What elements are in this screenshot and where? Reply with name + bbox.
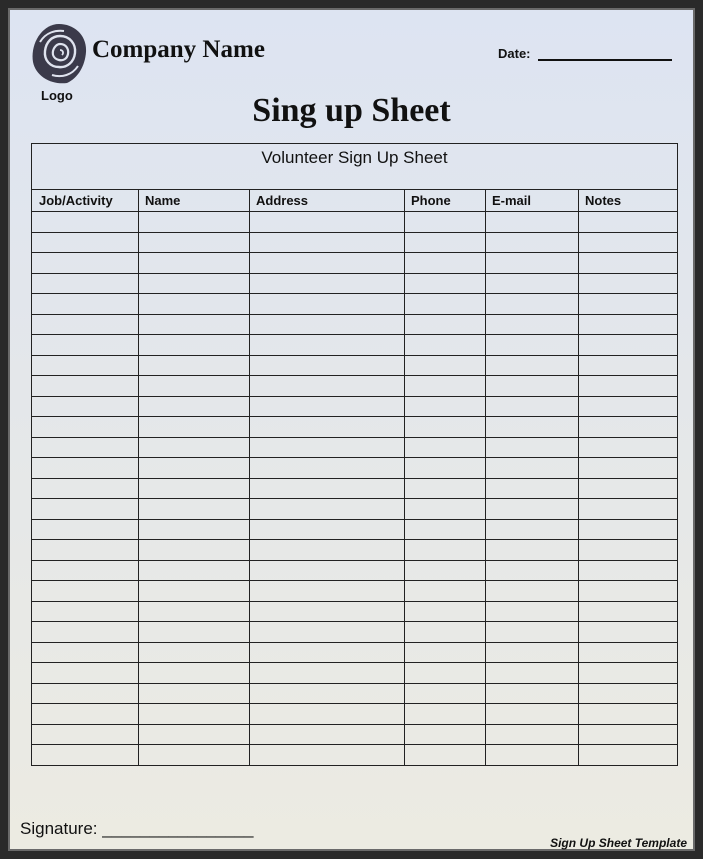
table-cell[interactable] xyxy=(578,478,679,499)
table-cell[interactable] xyxy=(138,211,249,232)
table-cell[interactable] xyxy=(404,703,485,724)
table-cell[interactable] xyxy=(32,478,138,499)
table-cell[interactable] xyxy=(138,580,249,601)
column-header: Address xyxy=(256,193,309,208)
table-cell[interactable] xyxy=(485,396,578,417)
signature-field[interactable]: Signature: ________________ xyxy=(20,819,254,838)
table-cell[interactable] xyxy=(249,498,404,519)
table-cell[interactable] xyxy=(249,519,404,540)
table-cell[interactable] xyxy=(32,416,138,437)
table-cell[interactable] xyxy=(138,519,249,540)
table-cell[interactable] xyxy=(138,662,249,683)
table-cell[interactable] xyxy=(249,621,404,642)
table-cell[interactable] xyxy=(32,293,138,314)
table-cell[interactable] xyxy=(138,601,249,622)
table-cell[interactable] xyxy=(138,683,249,704)
table-cell[interactable] xyxy=(404,437,485,458)
table-cell[interactable] xyxy=(404,478,485,499)
table-cell[interactable] xyxy=(485,211,578,232)
table-cell[interactable] xyxy=(404,232,485,253)
table-cell[interactable] xyxy=(485,478,578,499)
table-cell[interactable] xyxy=(485,621,578,642)
table-cell[interactable] xyxy=(249,314,404,335)
table-cell[interactable] xyxy=(485,252,578,273)
table-cell[interactable] xyxy=(578,416,679,437)
table-cell[interactable] xyxy=(485,539,578,560)
table-cell[interactable] xyxy=(249,642,404,663)
table-cell[interactable] xyxy=(138,457,249,478)
table-cell[interactable] xyxy=(249,683,404,704)
table-cell[interactable] xyxy=(249,744,404,765)
table-cell[interactable] xyxy=(578,539,679,560)
column-divider xyxy=(249,190,250,765)
column-divider xyxy=(404,190,405,765)
table-cell[interactable] xyxy=(32,621,138,642)
date-label: Date: xyxy=(498,46,531,61)
table-cell[interactable] xyxy=(578,375,679,396)
table-cell[interactable] xyxy=(404,355,485,376)
rose-logo-icon xyxy=(30,22,88,84)
table-cell[interactable] xyxy=(138,293,249,314)
table-cell[interactable] xyxy=(138,396,249,417)
table-cell[interactable] xyxy=(578,560,679,581)
table-cell[interactable] xyxy=(485,580,578,601)
column-divider xyxy=(485,190,486,765)
table-cell[interactable] xyxy=(404,252,485,273)
table-cell[interactable] xyxy=(138,334,249,355)
table-cell[interactable] xyxy=(249,478,404,499)
table-cell[interactable] xyxy=(249,580,404,601)
sign-up-sheet xyxy=(8,8,695,851)
table-cell[interactable] xyxy=(249,293,404,314)
table-cell[interactable] xyxy=(578,662,679,683)
table-cell[interactable] xyxy=(404,457,485,478)
table-cell[interactable] xyxy=(578,744,679,765)
table-cell[interactable] xyxy=(138,314,249,335)
table-cell[interactable] xyxy=(138,621,249,642)
table-cell[interactable] xyxy=(249,437,404,458)
table-cell[interactable] xyxy=(138,416,249,437)
table-cell[interactable] xyxy=(32,580,138,601)
table-cell[interactable] xyxy=(485,642,578,663)
table-cell[interactable] xyxy=(485,560,578,581)
table-cell[interactable] xyxy=(578,232,679,253)
table-cell[interactable] xyxy=(578,314,679,335)
table-cell[interactable] xyxy=(578,252,679,273)
table-cell[interactable] xyxy=(404,642,485,663)
table-cell[interactable] xyxy=(32,662,138,683)
table-cell[interactable] xyxy=(485,232,578,253)
table-cell[interactable] xyxy=(138,703,249,724)
table-cell[interactable] xyxy=(404,621,485,642)
table-cell[interactable] xyxy=(578,498,679,519)
table-cell[interactable] xyxy=(578,273,679,294)
table-cell[interactable] xyxy=(404,724,485,745)
table-cell[interactable] xyxy=(32,252,138,273)
table-cell[interactable] xyxy=(138,252,249,273)
table-cell[interactable] xyxy=(404,744,485,765)
table-cell[interactable] xyxy=(32,396,138,417)
table-cell[interactable] xyxy=(485,519,578,540)
table-cell[interactable] xyxy=(32,498,138,519)
table-cell[interactable] xyxy=(138,560,249,581)
table-cell[interactable] xyxy=(404,416,485,437)
table-cell[interactable] xyxy=(32,539,138,560)
table-cell[interactable] xyxy=(485,437,578,458)
table-cell[interactable] xyxy=(32,232,138,253)
table-cell[interactable] xyxy=(138,744,249,765)
table-cell[interactable] xyxy=(138,498,249,519)
table-cell[interactable] xyxy=(404,519,485,540)
table-cell[interactable] xyxy=(249,334,404,355)
column-header: Job/Activity xyxy=(39,193,113,208)
table-cell[interactable] xyxy=(32,601,138,622)
table-cell[interactable] xyxy=(578,396,679,417)
page-title: Sing up Sheet xyxy=(252,92,451,129)
table-cell[interactable] xyxy=(249,703,404,724)
table-cell[interactable] xyxy=(404,601,485,622)
table-cell[interactable] xyxy=(485,703,578,724)
table-cell[interactable] xyxy=(578,437,679,458)
table-cell[interactable] xyxy=(249,724,404,745)
column-divider xyxy=(138,190,139,765)
table-cell[interactable] xyxy=(138,355,249,376)
table-cell[interactable] xyxy=(32,273,138,294)
table-cell[interactable] xyxy=(249,539,404,560)
table-cell[interactable] xyxy=(485,314,578,335)
table-cell[interactable] xyxy=(578,642,679,663)
table-cell[interactable] xyxy=(404,662,485,683)
table-cell[interactable] xyxy=(485,457,578,478)
table-cell[interactable] xyxy=(32,519,138,540)
table-cell[interactable] xyxy=(138,375,249,396)
table-cell[interactable] xyxy=(485,744,578,765)
table-cell[interactable] xyxy=(578,703,679,724)
table-cell[interactable] xyxy=(138,539,249,560)
table-cell[interactable] xyxy=(404,273,485,294)
signup-table xyxy=(31,143,678,766)
table-cell[interactable] xyxy=(485,293,578,314)
table-cell[interactable] xyxy=(138,232,249,253)
table-cell[interactable] xyxy=(578,683,679,704)
table-cell[interactable] xyxy=(578,211,679,232)
company-name: Company Name xyxy=(92,36,265,63)
table-cell[interactable] xyxy=(32,355,138,376)
table-cell[interactable] xyxy=(485,273,578,294)
table-cell[interactable] xyxy=(578,519,679,540)
table-cell[interactable] xyxy=(578,355,679,376)
table-cell[interactable] xyxy=(249,396,404,417)
table-cell[interactable] xyxy=(138,642,249,663)
table-cell[interactable] xyxy=(32,314,138,335)
table-cell[interactable] xyxy=(404,539,485,560)
table-cell[interactable] xyxy=(138,437,249,458)
column-divider xyxy=(578,190,579,765)
table-cell[interactable] xyxy=(578,334,679,355)
table-cell[interactable] xyxy=(32,683,138,704)
table-cell[interactable] xyxy=(32,703,138,724)
table-cell[interactable] xyxy=(485,683,578,704)
table-cell[interactable] xyxy=(249,375,404,396)
table-cell[interactable] xyxy=(404,211,485,232)
table-cell[interactable] xyxy=(578,601,679,622)
date-field[interactable] xyxy=(538,59,672,61)
table-cell[interactable] xyxy=(32,334,138,355)
table-cell[interactable] xyxy=(249,252,404,273)
table-cell[interactable] xyxy=(138,478,249,499)
table-cell[interactable] xyxy=(578,580,679,601)
table-cell[interactable] xyxy=(249,662,404,683)
table-cell[interactable] xyxy=(32,560,138,581)
column-header: Notes xyxy=(585,193,622,208)
table-cell[interactable] xyxy=(485,375,578,396)
table-cell[interactable] xyxy=(249,273,404,294)
table-cell[interactable] xyxy=(485,498,578,519)
table-cell[interactable] xyxy=(249,601,404,622)
table-cell[interactable] xyxy=(578,457,679,478)
column-header: E-mail xyxy=(492,193,532,208)
table-cell[interactable] xyxy=(32,457,138,478)
table-cell[interactable] xyxy=(485,724,578,745)
column-header: Phone xyxy=(411,193,451,208)
logo-label: Logo xyxy=(41,88,73,103)
table-cell[interactable] xyxy=(485,601,578,622)
column-header: Name xyxy=(145,193,181,208)
table-cell[interactable] xyxy=(404,314,485,335)
table-cell[interactable] xyxy=(578,293,679,314)
table-cell[interactable] xyxy=(485,334,578,355)
table-cell[interactable] xyxy=(249,355,404,376)
table-cell[interactable] xyxy=(485,355,578,376)
table-cell[interactable] xyxy=(249,416,404,437)
table-cell[interactable] xyxy=(578,621,679,642)
table-cell[interactable] xyxy=(404,293,485,314)
table-cell[interactable] xyxy=(249,232,404,253)
table-cell[interactable] xyxy=(404,396,485,417)
table-cell[interactable] xyxy=(249,211,404,232)
table-cell[interactable] xyxy=(578,724,679,745)
table-cell[interactable] xyxy=(32,375,138,396)
table-cell[interactable] xyxy=(485,662,578,683)
table-cell[interactable] xyxy=(32,744,138,765)
table-cell[interactable] xyxy=(249,457,404,478)
table-cell[interactable] xyxy=(32,437,138,458)
table-cell[interactable] xyxy=(138,273,249,294)
table-cell[interactable] xyxy=(32,642,138,663)
table-cell[interactable] xyxy=(32,724,138,745)
table-cell[interactable] xyxy=(404,375,485,396)
table-cell[interactable] xyxy=(249,560,404,581)
table-cell[interactable] xyxy=(404,334,485,355)
table-cell[interactable] xyxy=(32,211,138,232)
table-cell[interactable] xyxy=(485,416,578,437)
table-cell[interactable] xyxy=(404,560,485,581)
table-cell[interactable] xyxy=(404,580,485,601)
template-label: Sign Up Sheet Template xyxy=(550,836,687,850)
table-cell[interactable] xyxy=(404,498,485,519)
table-cell[interactable] xyxy=(138,724,249,745)
table-cell[interactable] xyxy=(404,683,485,704)
table-title: Volunteer Sign Up Sheet xyxy=(32,144,677,190)
